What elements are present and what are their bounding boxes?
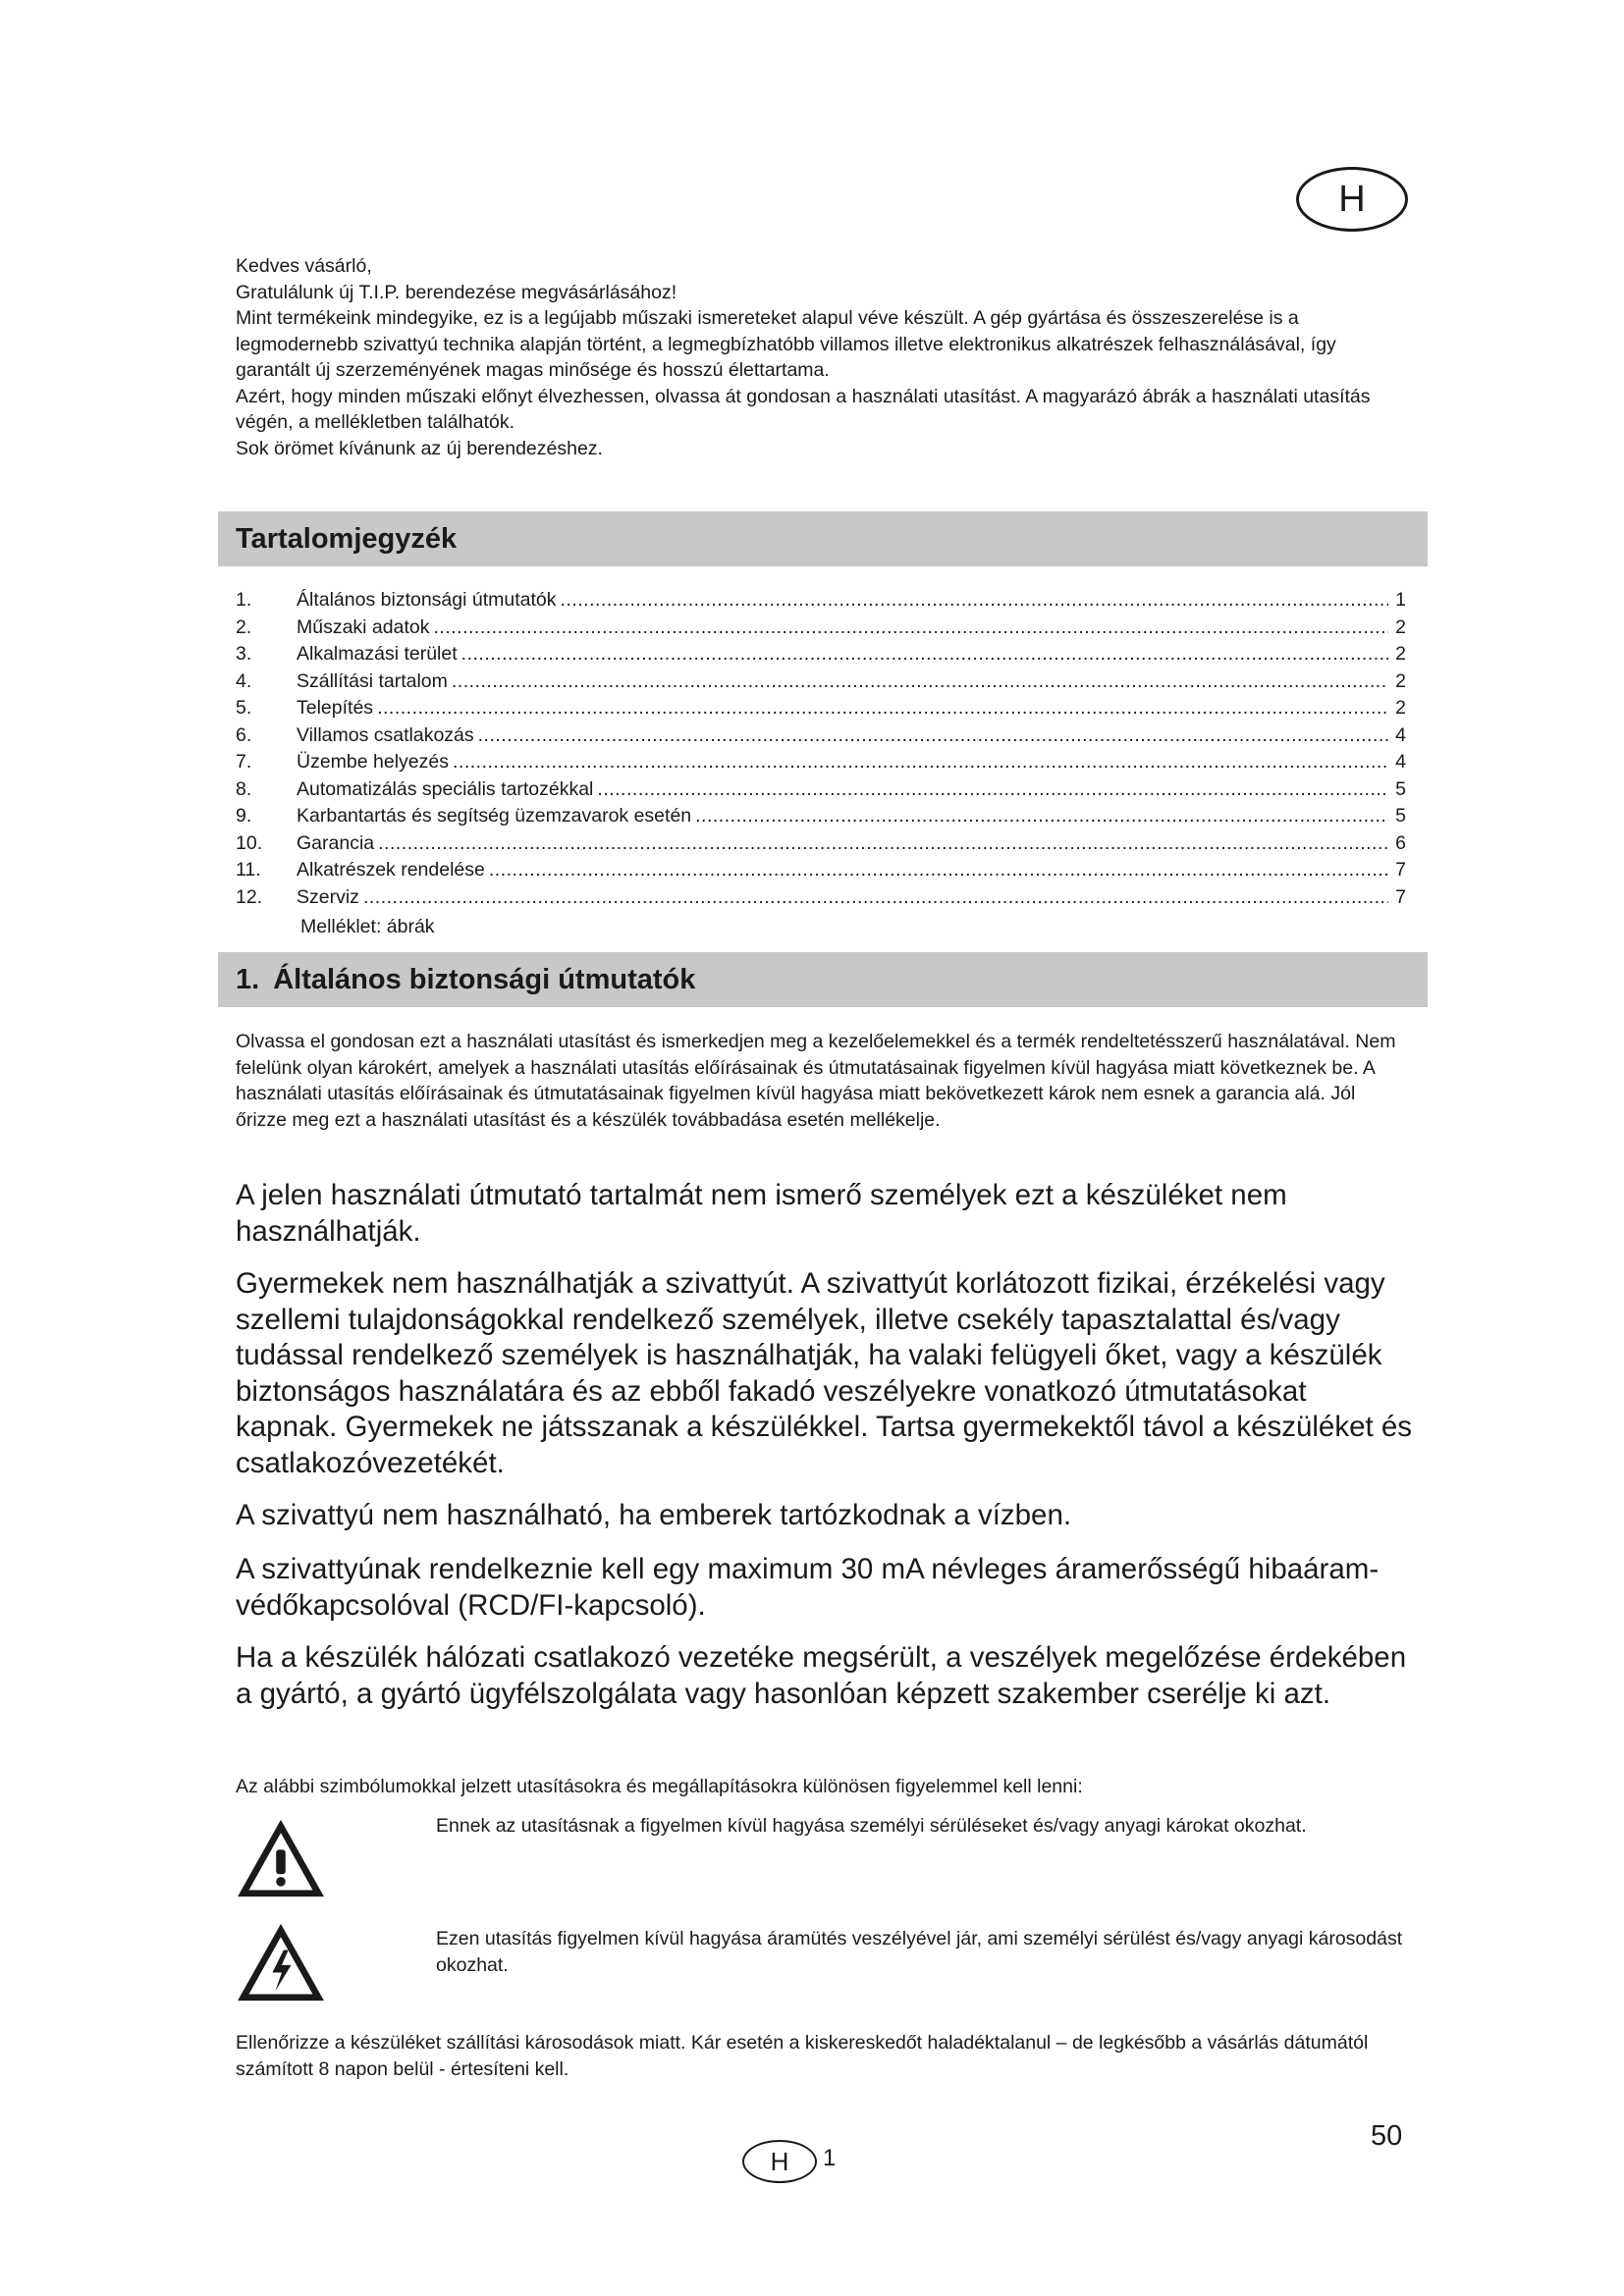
toc-entry-page: 7: [1395, 885, 1406, 908]
toc-entry-title: Telepítés: [297, 697, 374, 719]
intro-text: [236, 253, 1404, 461]
toc-entry-title: Automatizálás speciális tartozékkal: [297, 777, 594, 800]
toc-leader: [597, 778, 1388, 801]
safety-paragraph: A szivattyúnak rendelkeznie kell egy maximum 30 mA névleges áramerősségű hibaáram-védőkapcsolóval (RCD/FI-kapcsoló).: [236, 1553, 1380, 1622]
toc-entry[interactable]: [236, 724, 1406, 752]
country-code-badge: [1296, 167, 1408, 232]
toc-heading: [218, 511, 1428, 566]
toc-leader: [478, 724, 1388, 747]
toc-entry-number: 10.: [236, 831, 263, 854]
toc-entry[interactable]: [236, 832, 1406, 860]
warning-text: Ezen utasítás figyelmen kívül hagyása áramütés veszélyével jár, ami személyi sérülést és/vagy anyagi károsodást okozhat.: [436, 1928, 1403, 1976]
toc-entry[interactable]: [236, 805, 1406, 832]
table-of-contents: [236, 589, 1406, 940]
toc-entry-title: Műszaki adatok: [297, 615, 430, 638]
toc-entry-page: 1: [1395, 589, 1406, 611]
congratulation: Gratulálunk új T.I.P. berendezése megvásárlásához!: [236, 281, 677, 303]
toc-entry-number: 11.: [236, 859, 261, 881]
general-warning-icon: [234, 1816, 328, 1900]
warning-text: Ennek az utasításnak a figyelmen kívül hagyása személyi sérüléseket és/vagy anyagi károkat okozhat.: [436, 1815, 1307, 1837]
toc-leader: [453, 751, 1388, 774]
toc-entry-page: 2: [1395, 643, 1406, 665]
toc-entry-number: 2.: [236, 615, 252, 638]
toc-entry-page: 2: [1395, 669, 1406, 692]
toc-entry-title: Karbantartás és segítség üzemzavarok esetén: [297, 805, 692, 827]
toc-entry-page: 7: [1395, 859, 1406, 881]
safety-paragraph: Gyermekek nem használhatják a szivattyút. A szivattyút korlátozott fizikai, érzékelési vagy szellemi tulajdonságokkal rendelkező személyek, illetve csekély tapasztalattal és/vagy tudással rendelkező személyek is használhatják, ha valaki felügyeli őket, vagy a készülék biztonságos használatára és az ebből fakadó veszélyekre vonatkozó útmutatásokat kapnak. Gyermekek ne játsszanak a készülékkel. Tartsa gyermekektől távol a készüléket és csatlakozóvezetékét.: [236, 1267, 1413, 1479]
toc-leader: [489, 859, 1388, 881]
closing-line: Sok örömet kívánunk az új berendezéshez.: [236, 437, 603, 459]
safety-paragraph: A szivattyú nem használható, ha emberek tartózkodnak a vízben.: [236, 1499, 1072, 1531]
toc-entry-number: 6.: [236, 723, 252, 746]
footer-country-code: H: [770, 2147, 789, 2176]
footer-country-badge: [742, 2140, 817, 2183]
toc-entry-title: Általános biztonsági útmutatók: [297, 589, 557, 611]
safety-paragraph: Ha a készülék hálózati csatlakozó vezetéke megsérült, a veszélyek megelőzése érdekében a gyártó, a gyártó ügyfélszolgálata vagy hasonlóan képzett szakember cserélje ki azt.: [236, 1641, 1407, 1710]
toc-entry[interactable]: [236, 697, 1406, 724]
toc-heading-text: Tartalomjegyzék: [236, 522, 458, 555]
toc-leader: [377, 697, 1388, 720]
toc-leader: [452, 670, 1388, 693]
safety-paragraph: A jelen használati útmutató tartalmát nem ismerő személyek ezt a készüléket nem használhatják.: [236, 1179, 1287, 1248]
toc-entry-title: Alkalmazási terület: [297, 643, 458, 665]
toc-entry-number: 7.: [236, 751, 252, 773]
symbols-caption: Az alábbi szimbólumokkal jelzett utasításokra és megállapításokra különösen figyelemmel kell lenni:: [236, 1776, 1083, 1797]
toc-leader: [433, 616, 1388, 639]
toc-leader: [378, 832, 1388, 855]
toc-entry-title: Villamos csatlakozás: [297, 723, 474, 746]
greeting: Kedves vásárló,: [236, 255, 372, 277]
toc-entry-title: Üzembe helyezés: [297, 751, 449, 773]
delivery-note: Ellenőrizze a készüléket szállítási károsodások miatt. Kár esetén a kiskereskedőt haladéktalanul – de legkésőbb a vásárlás dátumától számított 8 napon belül - értesíteni kell.: [236, 2032, 1369, 2080]
toc-entry-page: 2: [1395, 615, 1406, 638]
page-number: 50: [1371, 2120, 1403, 2152]
toc-entry-page: 2: [1395, 697, 1406, 719]
toc-entry[interactable]: [236, 670, 1406, 698]
toc-entry-page: 5: [1395, 777, 1406, 800]
toc-entry-page: 4: [1395, 723, 1406, 746]
intro-paragraph: Mint termékeink mindegyike, ez is a legújabb műszaki ismereteket alapul véve készült. A gép gyártása és összeszerelése is a legmodernebb szivattyú technika alapján történt, a legmegbízhatóbb villamos illetve elektronikus alkatrészek felhasználásával, így garantált új szerzeményének magas minősége és hosszú élettartama.: [236, 307, 1336, 381]
country-code: H: [1338, 179, 1366, 220]
toc-entry-number: 12.: [236, 885, 263, 908]
toc-entry[interactable]: [236, 886, 1406, 914]
toc-entry[interactable]: [236, 751, 1406, 778]
toc-entry[interactable]: [236, 643, 1406, 670]
section-page-number: 1: [823, 2145, 837, 2171]
toc-entry-number: 8.: [236, 777, 252, 800]
toc-entry[interactable]: [236, 616, 1406, 644]
toc-entry-page: 5: [1395, 805, 1406, 827]
toc-entry-title: Garancia: [297, 831, 375, 854]
toc-entry-page: 6: [1395, 831, 1406, 854]
toc-leader: [363, 886, 1388, 909]
toc-entry-title: Szerviz: [297, 885, 359, 908]
section-1-heading: [218, 952, 1428, 1007]
toc-entry-page: 4: [1395, 751, 1406, 773]
section-number: 1.: [236, 963, 260, 995]
toc-entry-title: Alkatrészek rendelése: [297, 859, 485, 881]
toc-entry-number: 9.: [236, 805, 252, 827]
toc-leader: [461, 643, 1388, 666]
toc-entry-title: Szállítási tartalom: [297, 669, 448, 692]
toc-entry-number: 4.: [236, 669, 252, 692]
toc-entry[interactable]: [236, 778, 1406, 806]
toc-appendix: Melléklet: ábrák: [300, 916, 435, 937]
section-title: Általános biztonsági útmutatók: [273, 963, 696, 995]
toc-leader: [695, 805, 1388, 828]
electric-shock-warning-icon: [234, 1920, 328, 2004]
intro-paragraph: Azért, hogy minden műszaki előnyt élvezhessen, olvassa át gondosan a használati utasítást. A magyarázó ábrák a használati utasítás végén, a mellékletben találhatók.: [236, 385, 1371, 433]
toc-entry-number: 1.: [236, 589, 252, 611]
toc-entry-number: 3.: [236, 643, 252, 665]
toc-entry[interactable]: [236, 589, 1406, 616]
toc-leader: [561, 589, 1389, 612]
toc-entry[interactable]: [236, 859, 1406, 886]
section-intro-paragraph: Olvassa el gondosan ezt a használati utasítást és ismerkedjen meg a kezelőelemekkel és a termék rendeltetésszerű használatával. Nem felelünk olyan károkért, amelyek a használati utasítás előírásainak és útmutatásainak figyelmen kívül hagyása miatt következnek be. A használati utasítás előírásainak és útmutatásainak figyelmen kívül hagyása miatt bekövetkezett károk nem esnek a garancia alá. Jól őrizze meg ezt a használati utasítást és a készülék továbbadása esetén mellékelje.: [236, 1031, 1396, 1131]
toc-entry-number: 5.: [236, 697, 252, 719]
